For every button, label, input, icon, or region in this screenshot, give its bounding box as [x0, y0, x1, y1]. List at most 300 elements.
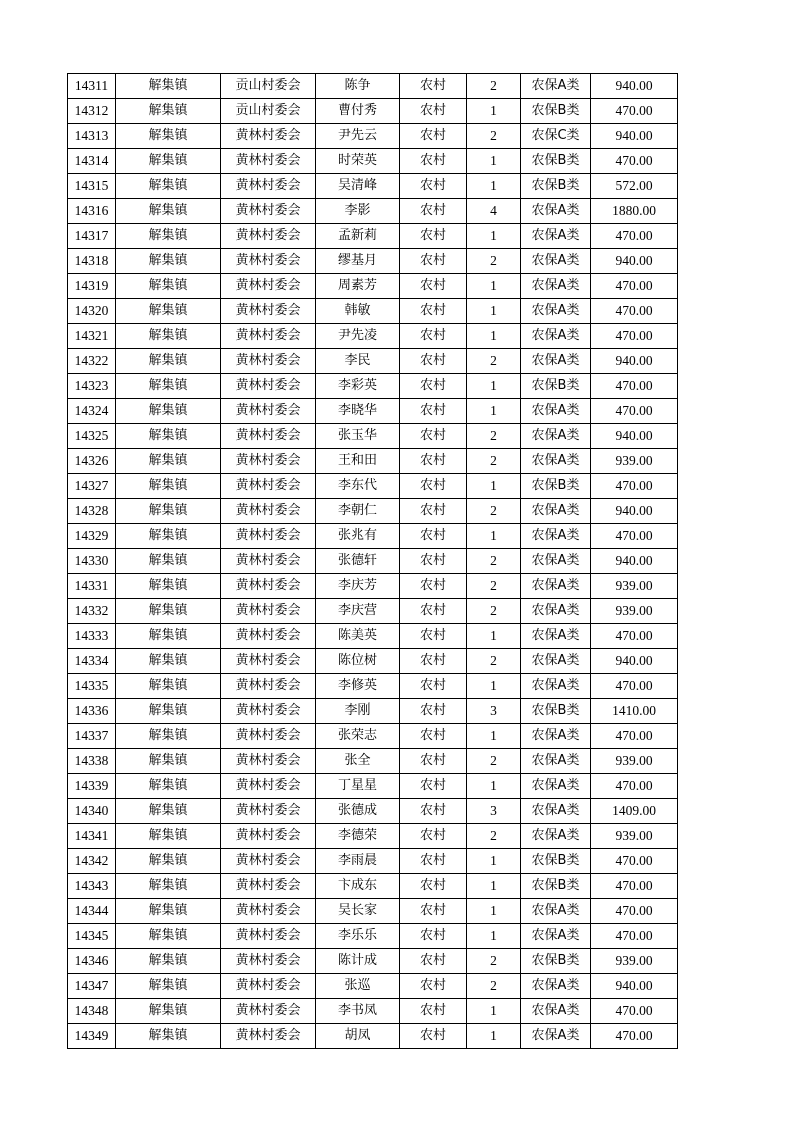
cell-people-count: 2 — [467, 124, 521, 149]
cell-village-committee: 黄林村委会 — [221, 174, 316, 199]
cell-insurance-category: 农保B类 — [521, 949, 591, 974]
cell-village-committee: 黄林村委会 — [221, 474, 316, 499]
cell-household-type: 农村 — [400, 624, 467, 649]
cell-name: 李乐乐 — [316, 924, 400, 949]
cell-name: 周素芳 — [316, 274, 400, 299]
cell-record-id: 14325 — [68, 424, 116, 449]
cell-record-id: 14338 — [68, 749, 116, 774]
cell-insurance-category: 农保A类 — [521, 549, 591, 574]
cell-insurance-category: 农保B类 — [521, 874, 591, 899]
cell-village-committee: 黄林村委会 — [221, 624, 316, 649]
table-row — [68, 424, 678, 449]
cell-village-committee: 黄林村委会 — [221, 749, 316, 774]
cell-insurance-category: 农保B类 — [521, 99, 591, 124]
cell-household-type: 农村 — [400, 199, 467, 224]
cell-insurance-category: 农保A类 — [521, 724, 591, 749]
cell-amount: 470.00 — [591, 874, 678, 899]
table-row — [68, 1024, 678, 1049]
cell-village-committee: 黄林村委会 — [221, 299, 316, 324]
cell-people-count: 2 — [467, 499, 521, 524]
cell-insurance-category: 农保A类 — [521, 624, 591, 649]
cell-people-count: 2 — [467, 424, 521, 449]
cell-amount: 470.00 — [591, 524, 678, 549]
cell-record-id: 14327 — [68, 474, 116, 499]
cell-record-id: 14328 — [68, 499, 116, 524]
cell-amount: 940.00 — [591, 649, 678, 674]
cell-amount: 470.00 — [591, 849, 678, 874]
cell-village-committee: 黄林村委会 — [221, 399, 316, 424]
table-row — [68, 624, 678, 649]
cell-village-committee: 黄林村委会 — [221, 324, 316, 349]
cell-name: 李刚 — [316, 699, 400, 724]
cell-town: 解集镇 — [116, 324, 221, 349]
cell-record-id: 14339 — [68, 774, 116, 799]
cell-village-committee: 黄林村委会 — [221, 924, 316, 949]
cell-town: 解集镇 — [116, 749, 221, 774]
cell-amount: 939.00 — [591, 749, 678, 774]
cell-village-committee: 黄林村委会 — [221, 424, 316, 449]
cell-town: 解集镇 — [116, 249, 221, 274]
cell-insurance-category: 农保B类 — [521, 699, 591, 724]
cell-name: 陈争 — [316, 74, 400, 99]
cell-village-committee: 黄林村委会 — [221, 699, 316, 724]
cell-record-id: 14334 — [68, 649, 116, 674]
cell-insurance-category: 农保A类 — [521, 674, 591, 699]
cell-town: 解集镇 — [116, 99, 221, 124]
table-row — [68, 774, 678, 799]
cell-village-committee: 黄林村委会 — [221, 149, 316, 174]
cell-people-count: 2 — [467, 974, 521, 999]
cell-amount: 939.00 — [591, 599, 678, 624]
cell-village-committee: 黄林村委会 — [221, 824, 316, 849]
cell-name: 李东代 — [316, 474, 400, 499]
cell-village-committee: 黄林村委会 — [221, 274, 316, 299]
table-row — [68, 674, 678, 699]
cell-insurance-category: 农保A类 — [521, 499, 591, 524]
cell-amount: 940.00 — [591, 974, 678, 999]
cell-insurance-category: 农保A类 — [521, 524, 591, 549]
cell-amount: 939.00 — [591, 574, 678, 599]
table-row — [68, 324, 678, 349]
cell-amount: 470.00 — [591, 899, 678, 924]
cell-household-type: 农村 — [400, 99, 467, 124]
cell-village-committee: 贡山村委会 — [221, 74, 316, 99]
cell-household-type: 农村 — [400, 824, 467, 849]
table-row — [68, 499, 678, 524]
cell-town: 解集镇 — [116, 349, 221, 374]
cell-insurance-category: 农保A类 — [521, 749, 591, 774]
cell-people-count: 1 — [467, 674, 521, 699]
cell-record-id: 14323 — [68, 374, 116, 399]
cell-people-count: 1 — [467, 474, 521, 499]
cell-village-committee: 黄林村委会 — [221, 974, 316, 999]
cell-insurance-category: 农保A类 — [521, 399, 591, 424]
cell-record-id: 14324 — [68, 399, 116, 424]
cell-town: 解集镇 — [116, 374, 221, 399]
table-row — [68, 974, 678, 999]
cell-household-type: 农村 — [400, 299, 467, 324]
cell-people-count: 1 — [467, 724, 521, 749]
cell-people-count: 1 — [467, 524, 521, 549]
cell-amount: 939.00 — [591, 949, 678, 974]
cell-amount: 1409.00 — [591, 799, 678, 824]
cell-household-type: 农村 — [400, 924, 467, 949]
cell-village-committee: 黄林村委会 — [221, 949, 316, 974]
cell-insurance-category: 农保A类 — [521, 924, 591, 949]
cell-village-committee: 黄林村委会 — [221, 224, 316, 249]
cell-name: 韩敏 — [316, 299, 400, 324]
cell-amount: 470.00 — [591, 99, 678, 124]
cell-village-committee: 黄林村委会 — [221, 124, 316, 149]
cell-record-id: 14320 — [68, 299, 116, 324]
cell-household-type: 农村 — [400, 399, 467, 424]
cell-record-id: 14341 — [68, 824, 116, 849]
cell-name: 李庆营 — [316, 599, 400, 624]
table-row — [68, 749, 678, 774]
table-row — [68, 274, 678, 299]
cell-record-id: 14317 — [68, 224, 116, 249]
table-row — [68, 649, 678, 674]
cell-name: 张全 — [316, 749, 400, 774]
cell-people-count: 2 — [467, 349, 521, 374]
cell-insurance-category: 农保A类 — [521, 999, 591, 1024]
cell-amount: 470.00 — [591, 274, 678, 299]
cell-name: 张巡 — [316, 974, 400, 999]
cell-village-committee: 黄林村委会 — [221, 899, 316, 924]
cell-town: 解集镇 — [116, 599, 221, 624]
cell-amount: 470.00 — [591, 924, 678, 949]
cell-household-type: 农村 — [400, 349, 467, 374]
cell-record-id: 14337 — [68, 724, 116, 749]
table-row — [68, 724, 678, 749]
cell-people-count: 2 — [467, 249, 521, 274]
cell-people-count: 2 — [467, 949, 521, 974]
cell-name: 张德成 — [316, 799, 400, 824]
table-row — [68, 849, 678, 874]
cell-people-count: 1 — [467, 999, 521, 1024]
cell-village-committee: 黄林村委会 — [221, 1024, 316, 1049]
cell-people-count: 1 — [467, 849, 521, 874]
cell-town: 解集镇 — [116, 649, 221, 674]
cell-insurance-category: 农保B类 — [521, 374, 591, 399]
table-row — [68, 174, 678, 199]
cell-people-count: 2 — [467, 549, 521, 574]
cell-insurance-category: 农保A类 — [521, 224, 591, 249]
cell-village-committee: 黄林村委会 — [221, 349, 316, 374]
cell-record-id: 14330 — [68, 549, 116, 574]
cell-record-id: 14311 — [68, 74, 116, 99]
table-row — [68, 799, 678, 824]
cell-record-id: 14335 — [68, 674, 116, 699]
cell-household-type: 农村 — [400, 599, 467, 624]
cell-town: 解集镇 — [116, 149, 221, 174]
cell-amount: 572.00 — [591, 174, 678, 199]
cell-household-type: 农村 — [400, 149, 467, 174]
cell-town: 解集镇 — [116, 74, 221, 99]
subsidy-table — [67, 73, 678, 1049]
cell-household-type: 农村 — [400, 699, 467, 724]
cell-name: 李书凤 — [316, 999, 400, 1024]
table-row — [68, 349, 678, 374]
cell-insurance-category: 农保A类 — [521, 349, 591, 374]
cell-name: 张德轩 — [316, 549, 400, 574]
cell-name: 张荣志 — [316, 724, 400, 749]
cell-amount: 940.00 — [591, 424, 678, 449]
cell-amount: 470.00 — [591, 374, 678, 399]
cell-record-id: 14347 — [68, 974, 116, 999]
cell-town: 解集镇 — [116, 699, 221, 724]
cell-record-id: 14326 — [68, 449, 116, 474]
cell-town: 解集镇 — [116, 674, 221, 699]
cell-name: 李朝仁 — [316, 499, 400, 524]
cell-record-id: 14314 — [68, 149, 116, 174]
cell-people-count: 2 — [467, 749, 521, 774]
cell-town: 解集镇 — [116, 774, 221, 799]
table-row — [68, 199, 678, 224]
cell-name: 陈计成 — [316, 949, 400, 974]
cell-people-count: 2 — [467, 824, 521, 849]
cell-people-count: 1 — [467, 224, 521, 249]
cell-village-committee: 黄林村委会 — [221, 874, 316, 899]
cell-amount: 940.00 — [591, 124, 678, 149]
cell-amount: 939.00 — [591, 824, 678, 849]
cell-record-id: 14342 — [68, 849, 116, 874]
cell-name: 卞成东 — [316, 874, 400, 899]
cell-record-id: 14321 — [68, 324, 116, 349]
cell-insurance-category: 农保A类 — [521, 599, 591, 624]
cell-household-type: 农村 — [400, 524, 467, 549]
cell-amount: 940.00 — [591, 249, 678, 274]
cell-people-count: 1 — [467, 899, 521, 924]
cell-name: 陈位树 — [316, 649, 400, 674]
cell-people-count: 2 — [467, 574, 521, 599]
cell-record-id: 14346 — [68, 949, 116, 974]
cell-amount: 470.00 — [591, 299, 678, 324]
cell-record-id: 14318 — [68, 249, 116, 274]
table-row — [68, 699, 678, 724]
cell-town: 解集镇 — [116, 724, 221, 749]
cell-record-id: 14316 — [68, 199, 116, 224]
cell-insurance-category: 农保A类 — [521, 299, 591, 324]
cell-insurance-category: 农保A类 — [521, 774, 591, 799]
cell-household-type: 农村 — [400, 974, 467, 999]
cell-town: 解集镇 — [116, 274, 221, 299]
cell-household-type: 农村 — [400, 749, 467, 774]
cell-village-committee: 黄林村委会 — [221, 249, 316, 274]
cell-town: 解集镇 — [116, 224, 221, 249]
cell-people-count: 2 — [467, 599, 521, 624]
cell-amount: 470.00 — [591, 149, 678, 174]
table-row — [68, 524, 678, 549]
cell-people-count: 1 — [467, 874, 521, 899]
cell-household-type: 农村 — [400, 649, 467, 674]
cell-amount: 940.00 — [591, 349, 678, 374]
table-row — [68, 124, 678, 149]
cell-amount: 470.00 — [591, 674, 678, 699]
cell-insurance-category: 农保A类 — [521, 324, 591, 349]
cell-insurance-category: 农保A类 — [521, 649, 591, 674]
cell-amount: 939.00 — [591, 449, 678, 474]
cell-town: 解集镇 — [116, 549, 221, 574]
cell-record-id: 14344 — [68, 899, 116, 924]
cell-town: 解集镇 — [116, 474, 221, 499]
cell-insurance-category: 农保B类 — [521, 149, 591, 174]
cell-town: 解集镇 — [116, 1024, 221, 1049]
cell-record-id: 14332 — [68, 599, 116, 624]
cell-name: 孟新莉 — [316, 224, 400, 249]
cell-name: 李庆芳 — [316, 574, 400, 599]
cell-amount: 470.00 — [591, 399, 678, 424]
table-row — [68, 899, 678, 924]
cell-town: 解集镇 — [116, 874, 221, 899]
cell-name: 李晓华 — [316, 399, 400, 424]
cell-name: 李彩英 — [316, 374, 400, 399]
cell-village-committee: 黄林村委会 — [221, 199, 316, 224]
table-row — [68, 574, 678, 599]
cell-amount: 470.00 — [591, 999, 678, 1024]
cell-village-committee: 黄林村委会 — [221, 849, 316, 874]
cell-name: 曹付秀 — [316, 99, 400, 124]
cell-insurance-category: 农保B类 — [521, 474, 591, 499]
cell-village-committee: 黄林村委会 — [221, 674, 316, 699]
cell-town: 解集镇 — [116, 449, 221, 474]
cell-name: 张玉华 — [316, 424, 400, 449]
table-row — [68, 149, 678, 174]
cell-amount: 1880.00 — [591, 199, 678, 224]
cell-insurance-category: 农保A类 — [521, 274, 591, 299]
table-row — [68, 824, 678, 849]
cell-town: 解集镇 — [116, 899, 221, 924]
cell-household-type: 农村 — [400, 474, 467, 499]
cell-people-count: 1 — [467, 774, 521, 799]
cell-insurance-category: 农保A类 — [521, 424, 591, 449]
cell-household-type: 农村 — [400, 424, 467, 449]
table-row — [68, 399, 678, 424]
cell-village-committee: 贡山村委会 — [221, 99, 316, 124]
cell-record-id: 14315 — [68, 174, 116, 199]
cell-insurance-category: 农保A类 — [521, 74, 591, 99]
cell-name: 尹先凌 — [316, 324, 400, 349]
cell-town: 解集镇 — [116, 124, 221, 149]
cell-household-type: 农村 — [400, 674, 467, 699]
cell-town: 解集镇 — [116, 824, 221, 849]
cell-people-count: 1 — [467, 174, 521, 199]
cell-name: 李影 — [316, 199, 400, 224]
cell-record-id: 14319 — [68, 274, 116, 299]
table-row — [68, 549, 678, 574]
cell-amount: 470.00 — [591, 474, 678, 499]
cell-household-type: 农村 — [400, 124, 467, 149]
cell-household-type: 农村 — [400, 449, 467, 474]
cell-town: 解集镇 — [116, 924, 221, 949]
cell-amount: 470.00 — [591, 724, 678, 749]
cell-household-type: 农村 — [400, 274, 467, 299]
cell-record-id: 14349 — [68, 1024, 116, 1049]
cell-people-count: 2 — [467, 449, 521, 474]
cell-household-type: 农村 — [400, 949, 467, 974]
cell-insurance-category: 农保A类 — [521, 974, 591, 999]
cell-household-type: 农村 — [400, 874, 467, 899]
cell-household-type: 农村 — [400, 174, 467, 199]
cell-record-id: 14345 — [68, 924, 116, 949]
cell-insurance-category: 农保C类 — [521, 124, 591, 149]
cell-record-id: 14340 — [68, 799, 116, 824]
cell-record-id: 14343 — [68, 874, 116, 899]
cell-people-count: 1 — [467, 274, 521, 299]
cell-amount: 470.00 — [591, 324, 678, 349]
cell-people-count: 1 — [467, 99, 521, 124]
cell-people-count: 2 — [467, 74, 521, 99]
cell-name: 吴清峰 — [316, 174, 400, 199]
cell-people-count: 1 — [467, 924, 521, 949]
cell-name: 张兆有 — [316, 524, 400, 549]
cell-record-id: 14348 — [68, 999, 116, 1024]
table-row — [68, 474, 678, 499]
cell-name: 李德荣 — [316, 824, 400, 849]
cell-insurance-category: 农保A类 — [521, 449, 591, 474]
table-row — [68, 224, 678, 249]
cell-village-committee: 黄林村委会 — [221, 724, 316, 749]
cell-household-type: 农村 — [400, 224, 467, 249]
cell-name: 时荣英 — [316, 149, 400, 174]
cell-town: 解集镇 — [116, 524, 221, 549]
table-row — [68, 99, 678, 124]
cell-amount: 470.00 — [591, 774, 678, 799]
cell-amount: 470.00 — [591, 1024, 678, 1049]
cell-household-type: 农村 — [400, 249, 467, 274]
cell-town: 解集镇 — [116, 799, 221, 824]
cell-household-type: 农村 — [400, 799, 467, 824]
cell-household-type: 农村 — [400, 574, 467, 599]
cell-record-id: 14331 — [68, 574, 116, 599]
table-body — [68, 74, 678, 1049]
cell-people-count: 1 — [467, 1024, 521, 1049]
cell-household-type: 农村 — [400, 849, 467, 874]
cell-record-id: 14313 — [68, 124, 116, 149]
cell-village-committee: 黄林村委会 — [221, 549, 316, 574]
cell-record-id: 14322 — [68, 349, 116, 374]
cell-village-committee: 黄林村委会 — [221, 524, 316, 549]
cell-household-type: 农村 — [400, 774, 467, 799]
cell-insurance-category: 农保B类 — [521, 849, 591, 874]
cell-town: 解集镇 — [116, 849, 221, 874]
cell-town: 解集镇 — [116, 499, 221, 524]
cell-village-committee: 黄林村委会 — [221, 449, 316, 474]
cell-name: 尹先云 — [316, 124, 400, 149]
cell-household-type: 农村 — [400, 549, 467, 574]
cell-household-type: 农村 — [400, 324, 467, 349]
cell-household-type: 农村 — [400, 724, 467, 749]
cell-village-committee: 黄林村委会 — [221, 574, 316, 599]
cell-insurance-category: 农保A类 — [521, 824, 591, 849]
cell-people-count: 4 — [467, 199, 521, 224]
cell-insurance-category: 农保A类 — [521, 1024, 591, 1049]
cell-amount: 470.00 — [591, 224, 678, 249]
table-row — [68, 249, 678, 274]
cell-household-type: 农村 — [400, 1024, 467, 1049]
cell-amount: 940.00 — [591, 499, 678, 524]
cell-name: 李民 — [316, 349, 400, 374]
cell-village-committee: 黄林村委会 — [221, 799, 316, 824]
cell-town: 解集镇 — [116, 574, 221, 599]
cell-name: 李修英 — [316, 674, 400, 699]
cell-name: 缪基月 — [316, 249, 400, 274]
cell-town: 解集镇 — [116, 974, 221, 999]
cell-town: 解集镇 — [116, 949, 221, 974]
cell-amount: 470.00 — [591, 624, 678, 649]
cell-village-committee: 黄林村委会 — [221, 599, 316, 624]
table-row — [68, 949, 678, 974]
